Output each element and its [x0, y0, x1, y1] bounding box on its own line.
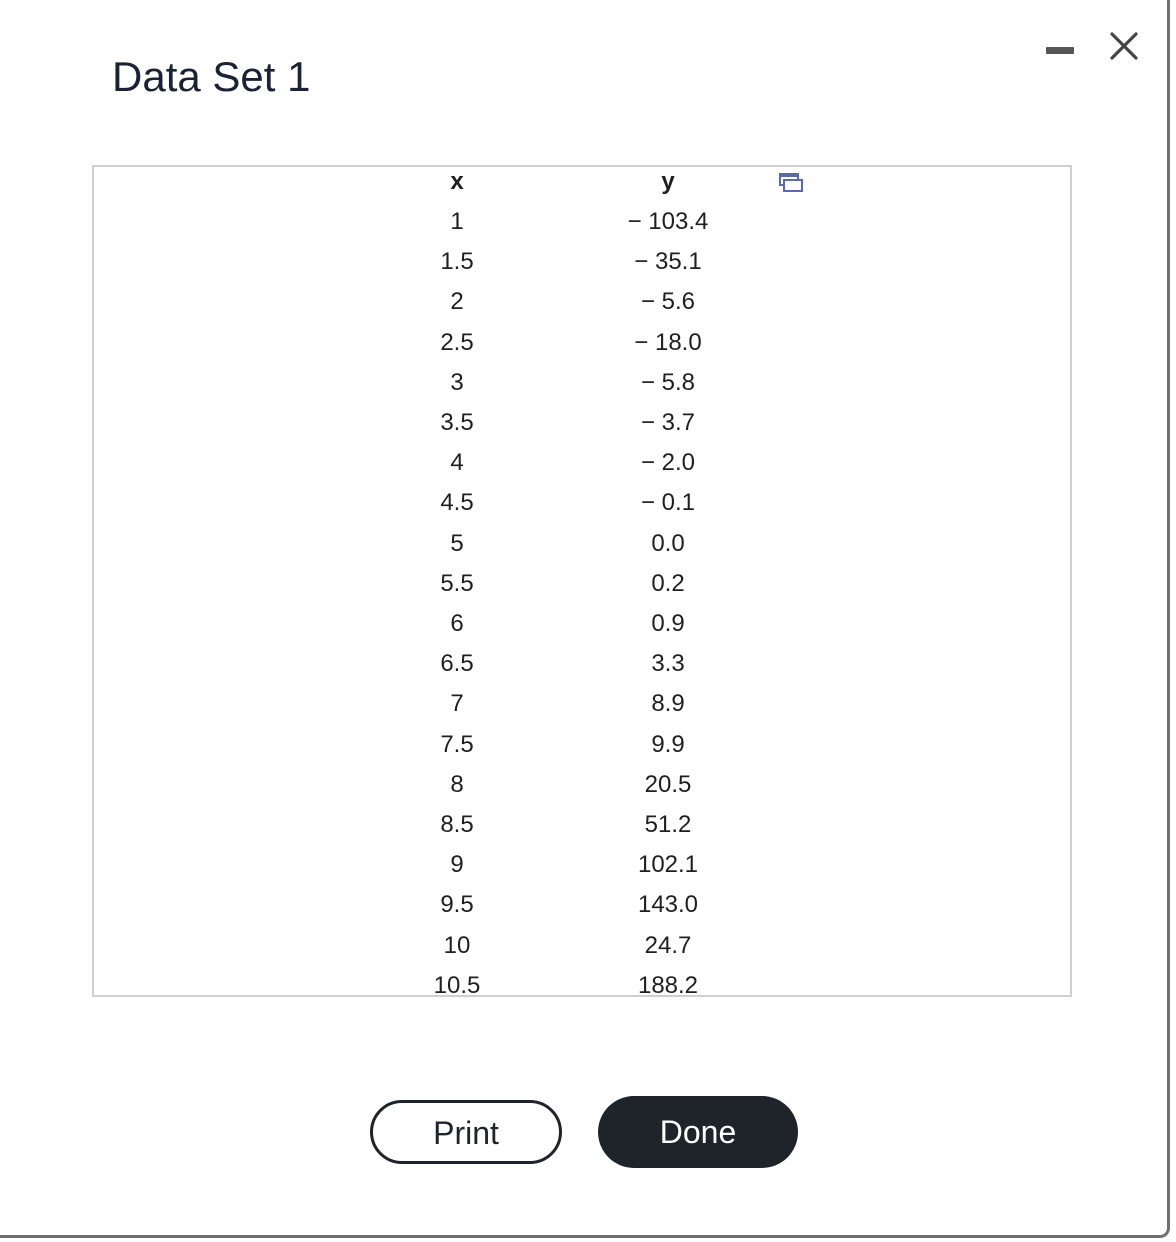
column-header-x: x	[450, 168, 464, 195]
table-cell-x: 7.5	[440, 731, 474, 758]
data-table[interactable]	[92, 165, 1072, 997]
table-cell-x: 10	[443, 932, 471, 959]
table-cell-y: − 103.4	[627, 208, 709, 235]
copy-to-clipboard-icon[interactable]	[778, 171, 804, 195]
table-cell-x: 9.5	[440, 891, 474, 918]
table-cell-y: − 3.7	[640, 409, 696, 436]
table-cell-x: 4	[450, 449, 464, 476]
table-cell-y: 3.3	[651, 650, 685, 677]
minimize-button[interactable]	[1040, 30, 1076, 66]
table-cell-x: 5.5	[440, 570, 474, 597]
table-cell-y: − 18.0	[634, 329, 702, 356]
table-cell-x: 8.5	[440, 811, 474, 838]
table-cell-y: − 5.6	[640, 288, 696, 315]
table-cell-y: 9.9	[651, 731, 685, 758]
dialog-title: Data Set 1	[112, 53, 311, 100]
table-cell-x: 2	[450, 288, 464, 315]
table-cell-y: 24.7	[644, 932, 692, 959]
close-button[interactable]	[1104, 26, 1144, 66]
table-cell-x: 4.5	[440, 489, 474, 516]
table-cell-x: 2.5	[440, 329, 474, 356]
table-cell-y: 188.2	[637, 972, 699, 997]
print-button[interactable]: Print	[370, 1100, 562, 1164]
table-cell-y: 0.9	[651, 610, 685, 637]
minimize-icon	[1046, 47, 1074, 54]
table-cell-x: 7	[450, 690, 464, 717]
table-cell-x: 8	[450, 771, 464, 798]
table-cell-y: − 35.1	[634, 248, 702, 275]
close-icon	[1104, 26, 1144, 66]
column-header-y: y	[661, 168, 675, 195]
table-cell-x: 1	[450, 208, 464, 235]
table-cell-y: − 0.1	[640, 489, 696, 516]
done-button[interactable]: Done	[598, 1096, 798, 1168]
table-cell-y: 51.2	[644, 811, 692, 838]
table-cell-y: 143.0	[637, 891, 699, 918]
table-cell-x: 10.5	[433, 972, 481, 997]
table-cell-x: 3.5	[440, 409, 474, 436]
table-cell-x: 9	[450, 851, 464, 878]
table-cell-y: − 2.0	[640, 449, 696, 476]
table-cell-y: − 5.8	[640, 369, 696, 396]
table-cell-y: 20.5	[644, 771, 692, 798]
table-cell-x: 6	[450, 610, 464, 637]
table-cell-y: 0.2	[651, 570, 685, 597]
table-cell-x: 5	[450, 530, 464, 557]
table-cell-y: 8.9	[651, 690, 685, 717]
table-cell-x: 3	[450, 369, 464, 396]
table-cell-x: 1.5	[440, 248, 474, 275]
table-cell-x: 6.5	[440, 650, 474, 677]
table-cell-y: 0.0	[651, 530, 685, 557]
table-cell-y: 102.1	[637, 851, 699, 878]
